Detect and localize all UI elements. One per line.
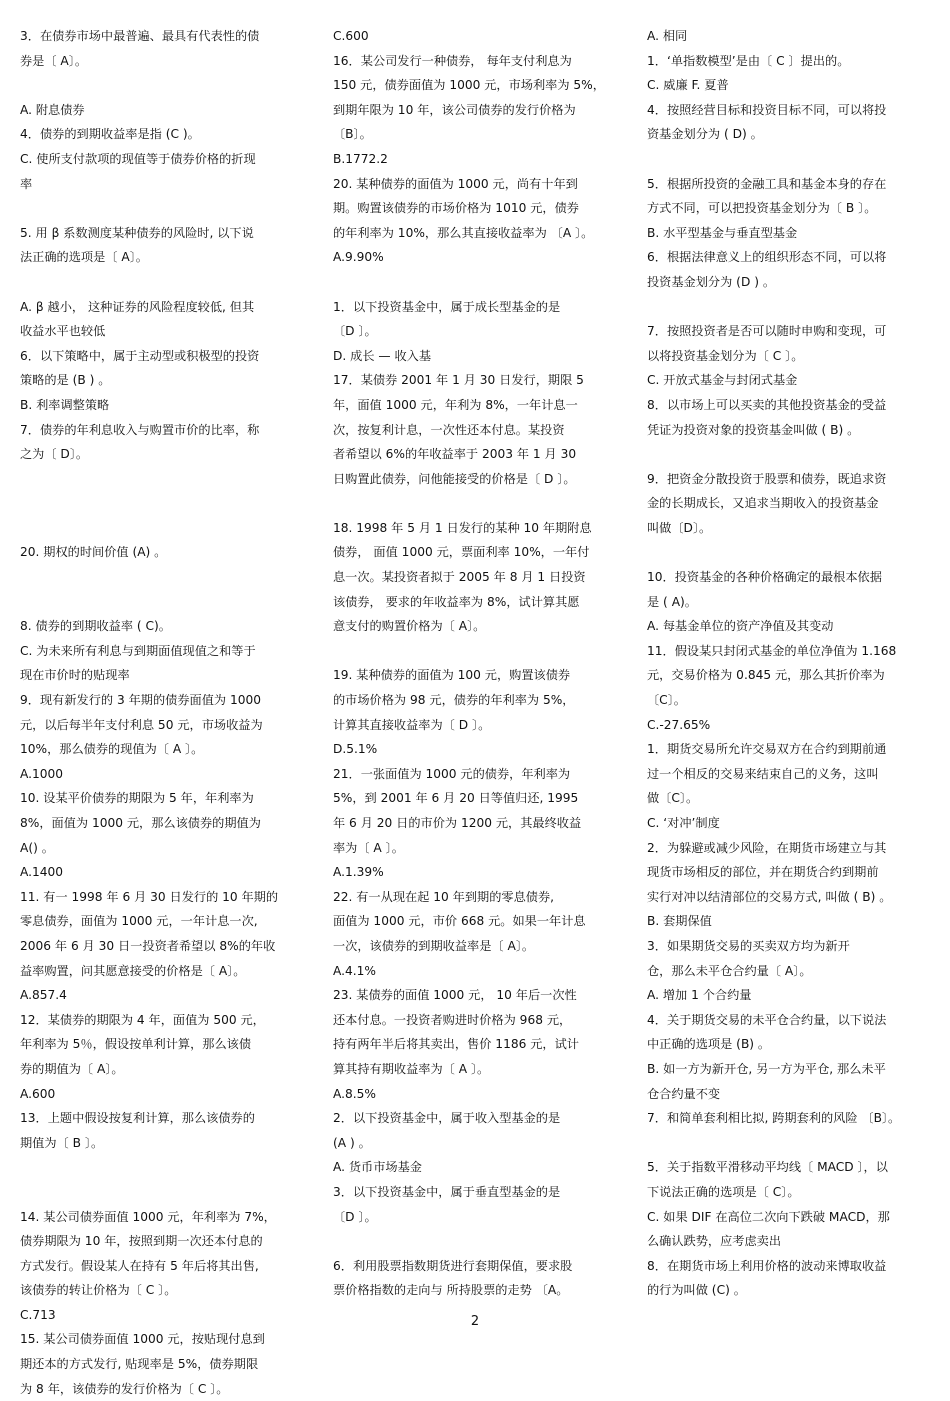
text-line: 的年利率为 10%，那么其直接收益率为 〔A 〕。 <box>333 225 594 240</box>
text-line: 债券期限为 10 年，按照到期一次还本付息的 <box>20 1234 263 1249</box>
text-line: A.1000 <box>20 766 64 781</box>
text-line: 22. 有一从现在起 10 年到期的零息债券, <box>333 889 555 904</box>
text-line: B. 利率调整策略 <box>20 397 110 412</box>
text-line <box>647 295 937 320</box>
text-line: A.857.4 <box>20 988 67 1003</box>
text-line: 21．一张面值为 1000 元的债券，年利率为 <box>333 766 571 781</box>
text-line: 2006 年 6 月 30 日一投资者希望以 8%的年收 <box>20 938 276 953</box>
text-line: 8%，面值为 1000 元，那么该债券的期值为 <box>20 816 261 830</box>
text-line: 年 6 月 20 日的市价为 1200 元，其最终收益 <box>333 816 582 830</box>
text-line: 14. 某公司债券面值 1000 元，年利率为 7%， <box>20 1209 276 1224</box>
text-line: 益率购置，问其愿意接受的价格是〔 A〕。 <box>20 963 246 978</box>
text-line: 实行对冲以结清部位的交易方式, 叫做 ( B) 。 <box>647 889 892 904</box>
text-line: 3．以下投资基金中，属于垂直型基金的是 <box>333 1184 561 1199</box>
text-line: C. ‘对冲’制度 <box>647 816 720 830</box>
text-line: C.600 <box>333 29 369 43</box>
text-line: 18. 1998 年 5 月 1 日发行的某种 10 年期附息 <box>333 520 592 535</box>
text-line: 20. 某种债券的面值为 1000 元，尚有十年到 <box>333 176 578 191</box>
text-line <box>20 491 305 516</box>
text-line: 零息债券，面值为 1000 元，一年计息一次, <box>20 914 258 929</box>
text-line: A.4.1% <box>333 963 376 978</box>
text-line: 法正确的选项是〔 A〕。 <box>20 250 148 265</box>
text-line: 年利率为 5％，假设按单利计算，那么该债 <box>20 1037 252 1052</box>
text-line: 收益水平也较低 <box>20 324 106 339</box>
text-line: 7．和简单套利相比拟, 跨期套利的风险 〔B〕。 <box>647 1111 901 1126</box>
text-line: C.-27.65% <box>647 717 711 732</box>
text-line: 者希望以 6%的年收益率于 2003 年 1 月 30 <box>333 447 577 462</box>
text-line: 么确认跌势，应考虑卖出 <box>647 1234 782 1249</box>
text-line: 11. 有一 1998 年 6 月 30 日发行的 10 年期的 <box>20 889 279 904</box>
text-line: C. 为未来所有利息与到期面值现值之和等于 <box>20 643 256 658</box>
text-line: 的行为叫做 (C) 。 <box>647 1283 746 1298</box>
text-line: 〔C〕。 <box>647 693 686 708</box>
text-line <box>333 639 623 664</box>
text-line: 8．以市场上可以买卖的其他投资基金的受益 <box>647 397 887 412</box>
text-line: 投资基金划分为 (D ) 。 <box>647 274 776 289</box>
text-line: 2．以下投资基金中，属于收入型基金的是 <box>333 1111 561 1126</box>
text-line: 现货市场相反的部位，并在期货合约到期前 <box>647 865 879 880</box>
text-line: 债券， 面值 1000 元，票面利率 10%，一年付 <box>333 545 590 560</box>
text-line <box>333 270 623 295</box>
text-line <box>333 1229 623 1254</box>
text-line: 16．某公司发行一种债券， 每年支付利息为 <box>333 53 572 68</box>
text-line: 金的长期成长，又追求当期收入的投资基金 <box>647 496 879 511</box>
text-line: C. 使所支付款项的现值等于债券价格的折现 <box>20 151 256 166</box>
text-line: 〔D 〕。 <box>333 324 377 339</box>
text-line: 5. 用 β 系数测度某种债券的风险时, 以下说 <box>20 225 254 240</box>
text-line: 一次，该债券的到期收益率是〔 A〕。 <box>333 938 535 953</box>
text-line: 15. 某公司债券面值 1000 元，按贴现付息到 <box>20 1332 265 1347</box>
text-line: 次，按复利计息，一次性还本付息。某投资 <box>333 422 565 437</box>
text-line: 该债券的转让价格为〔 C 〕。 <box>20 1283 177 1298</box>
text-line: 1．‘单指数模型’是由〔 C 〕提出的。 <box>647 53 850 68</box>
text-line: 仓，那么未平仓合约量〔 A〕。 <box>647 963 812 978</box>
text-line: 意支付的购置价格为〔 A〕。 <box>333 619 486 634</box>
text-line: A.1.39% <box>333 865 384 880</box>
text-line: 现在市价时的贴现率 <box>20 668 130 683</box>
text-line: 算其持有期收益率为〔 A 〕。 <box>333 1061 490 1076</box>
text-line: 9．把资金分散投资于股票和债券，既追求资 <box>647 471 887 486</box>
text-line: 息一次。某投资者拟于 2005 年 8 月 1 日投资 <box>333 570 586 585</box>
text-line <box>20 73 305 98</box>
text-line: 20. 期权的时间价值 (A) 。 <box>20 545 167 560</box>
text-line: 2．为躲避或减少风险，在期货市场建立与其 <box>647 840 887 855</box>
text-line: A() 。 <box>20 840 54 855</box>
text-line: 率 <box>20 176 33 191</box>
text-line: A.1400 <box>20 865 64 880</box>
text-line: 6．以下策略中，属于主动型或积极型的投资 <box>20 348 260 363</box>
text-line: 的市场价格为 98 元，债券的年利率为 5%， <box>333 693 575 708</box>
text-line: A. β 越小， 这种证券的风险程度较低, 但其 <box>20 299 255 314</box>
text-line: 元，交易价格为 0.845 元，那么其折价率为 <box>647 668 885 683</box>
text-line: 还本付息。一投资者购进时价格为 968 元， <box>333 1012 572 1027</box>
text-line: 券的期值为〔 A〕。 <box>20 1061 124 1076</box>
text-line: A. 相同 <box>647 29 688 43</box>
text-line: 方式不同，可以把投资基金划分为〔 B 〕。 <box>647 201 877 216</box>
text-line: 10．投资基金的各种价格确定的最根本依据 <box>647 570 882 585</box>
text-line: 10%，那么债券的现值为〔 A 〕。 <box>20 742 204 757</box>
text-line: 策略的是 (B ) 。 <box>20 373 111 388</box>
text-line: 10. 设某平价债券的期限为 5 年，年利率为 <box>20 791 254 806</box>
text-line: C. 威廉 F. 夏普 <box>647 78 729 93</box>
page-number: 2 <box>470 1314 480 1329</box>
text-line <box>647 1131 937 1156</box>
text-line: 150 元，债券面值为 1000 元，市场利率为 5%， <box>333 78 605 93</box>
text-line <box>20 516 305 541</box>
text-line: 23. 某债券的面值 1000 元， 10 年后一次性 <box>333 988 577 1003</box>
text-line: 〔D 〕。 <box>333 1209 377 1224</box>
text-line: A. 每基金单位的资产净值及其变动 <box>647 619 834 634</box>
text-line: B. 套期保值 <box>647 914 712 929</box>
text-line: 6．根据法律意义上的组织形态不同，可以将 <box>647 250 887 265</box>
text-line: 8. 债券的到期收益率 ( C)。 <box>20 619 171 634</box>
text-line: 7．按照投资者是否可以随时申购和变现，可 <box>647 324 887 339</box>
text-line: 是 ( A)。 <box>647 594 697 609</box>
text-line: 1．以下投资基金中，属于成长型基金的是 <box>333 299 561 314</box>
text-line: 为 8 年，该债券的发行价格为〔 C 〕。 <box>20 1381 229 1396</box>
text-line: 1．期货交易所允许交易双方在合约到期前通 <box>647 742 887 757</box>
text-line: 4．关于期货交易的未平仓合约量，以下说法 <box>647 1012 887 1027</box>
text-line <box>20 565 305 590</box>
text-line: B.1772.2 <box>333 151 388 166</box>
text-line: 元，以后每半年支付利息 50 元，市场收益为 <box>20 717 263 732</box>
text-line: 6．利用股票指数期货进行套期保值，要求股 <box>333 1258 573 1273</box>
text-line: A. 货币市场基金 <box>333 1160 422 1175</box>
text-line: 3．如果期货交易的买卖双方均为新开 <box>647 938 850 953</box>
text-line: 9．现有新发行的 3 年期的债券面值为 1000 <box>20 693 261 708</box>
text-line: 年，面值 1000 元，年利为 8%，一年计息一 <box>333 397 578 412</box>
text-line: 中正确的选项是 (B) 。 <box>647 1037 771 1052</box>
text-line: 以将投资基金划分为〔 C 〕。 <box>647 348 804 363</box>
text-line: B. 水平型基金与垂直型基金 <box>647 225 798 240</box>
text-line: 5%，到 2001 年 6 月 20 日等值归还, 1995 <box>333 791 579 806</box>
text-line: 之为〔 D〕。 <box>20 447 89 462</box>
text-line: A.8.5% <box>333 1086 376 1101</box>
text-line: 过一个相反的交易来结束自己的义务，这叫 <box>647 766 879 781</box>
text-line: 面值为 1000 元，市价 668 元。如果一年计息 <box>333 914 586 929</box>
text-line <box>20 270 305 295</box>
text-line: 方式发行。假设某人在持有 5 年后将其出售, <box>20 1258 259 1273</box>
text-line: 5．关于指数平滑移动平均线〔 MACD 〕，以 <box>647 1160 888 1175</box>
text-line: 率为〔 A 〕。 <box>333 840 404 855</box>
text-line <box>20 590 305 615</box>
text-line: D. 成长 — 收入基 <box>333 348 432 363</box>
text-line: 19. 某种债券的面值为 100 元，购置该债券 <box>333 668 571 683</box>
text-line: 凭证为投资对象的投资基金叫做 ( B) 。 <box>647 422 860 437</box>
text-line: 计算其直接收益率为〔 D 〕。 <box>333 717 491 732</box>
text-line: 仓合约量不变 <box>647 1086 721 1101</box>
text-line: 下说法正确的选项是〔 C〕。 <box>647 1184 800 1199</box>
text-line: 期。购置该债券的市场价格为 1010 元，债券 <box>333 201 579 216</box>
column-left <box>20 24 305 1401</box>
text-line: 做〔C〕。 <box>647 791 699 806</box>
text-line: A. 增加 1 个合约量 <box>647 988 752 1003</box>
text-line: C.713 <box>20 1307 56 1322</box>
text-line: D.5.1% <box>333 742 378 757</box>
text-line: 票价格指数的走向与 所持股票的走势 〔A。 <box>333 1283 569 1298</box>
text-line <box>20 1180 305 1205</box>
text-line <box>647 442 937 467</box>
text-line <box>20 1155 305 1180</box>
text-line: 11．假设某只封闭式基金的单位净值为 1.168 <box>647 643 897 658</box>
text-line: 〔B〕。 <box>333 127 372 142</box>
text-line: B. 如一方为新开仓, 另一方为平仓, 那么未平 <box>647 1061 886 1076</box>
text-line: 日购置此债券，问他能接受的价格是〔 D 〕。 <box>333 471 576 486</box>
text-line: 到期年限为 10 年，该公司债券的发行价格为 <box>333 102 576 117</box>
text-line: C. 如果 DIF 在高位二次向下跌破 MACD，那 <box>647 1209 890 1224</box>
text-line <box>647 147 937 172</box>
column-middle <box>333 24 623 1303</box>
text-line: 叫做〔D〕。 <box>647 520 712 535</box>
text-line: 5．根据所投资的金融工具和基金本身的存在 <box>647 176 887 191</box>
text-line <box>333 491 623 516</box>
text-line <box>647 540 937 565</box>
text-line: A.600 <box>20 1086 56 1101</box>
text-line: 7．债券的年利息收入与购置市价的比率，称 <box>20 422 260 437</box>
text-line <box>20 467 305 492</box>
text-line: 8．在期货市场上利用价格的波动来博取收益 <box>647 1258 887 1273</box>
text-line: 资基金划分为 ( D) 。 <box>647 127 763 142</box>
text-line: 3．在债券市场中最普遍、最具有代表性的债 <box>20 29 260 43</box>
text-line: 期值为〔 B 〕。 <box>20 1135 104 1150</box>
text-line: 该债券， 要求的年收益率为 8%，试计算其愿 <box>333 594 580 609</box>
text-line: 4．债券的到期收益率是指 (C )。 <box>20 127 200 142</box>
text-line: A.9.90% <box>333 250 384 265</box>
text-line: 13．上题中假设按复利计算，那么该债券的 <box>20 1111 255 1126</box>
text-line: (A ) 。 <box>333 1135 371 1150</box>
text-line: 券是〔 A〕。 <box>20 53 88 68</box>
text-line: A. 附息债券 <box>20 102 85 117</box>
text-line: 17．某债券 2001 年 1 月 30 日发行，期限 5 <box>333 373 584 388</box>
text-line <box>20 196 305 221</box>
column-right <box>647 24 937 1303</box>
text-line: C. 开放式基金与封闭式基金 <box>647 373 798 388</box>
text-line: 4．按照经营目标和投资目标不同，可以将投 <box>647 102 887 117</box>
text-line: 持有两年半后将其卖出，售价 1186 元，试计 <box>333 1037 579 1052</box>
text-line: 12．某债券的期限为 4 年，面值为 500 元， <box>20 1012 265 1027</box>
text-line: 期还本的方式发行, 贴现率是 5%，债券期限 <box>20 1357 259 1372</box>
